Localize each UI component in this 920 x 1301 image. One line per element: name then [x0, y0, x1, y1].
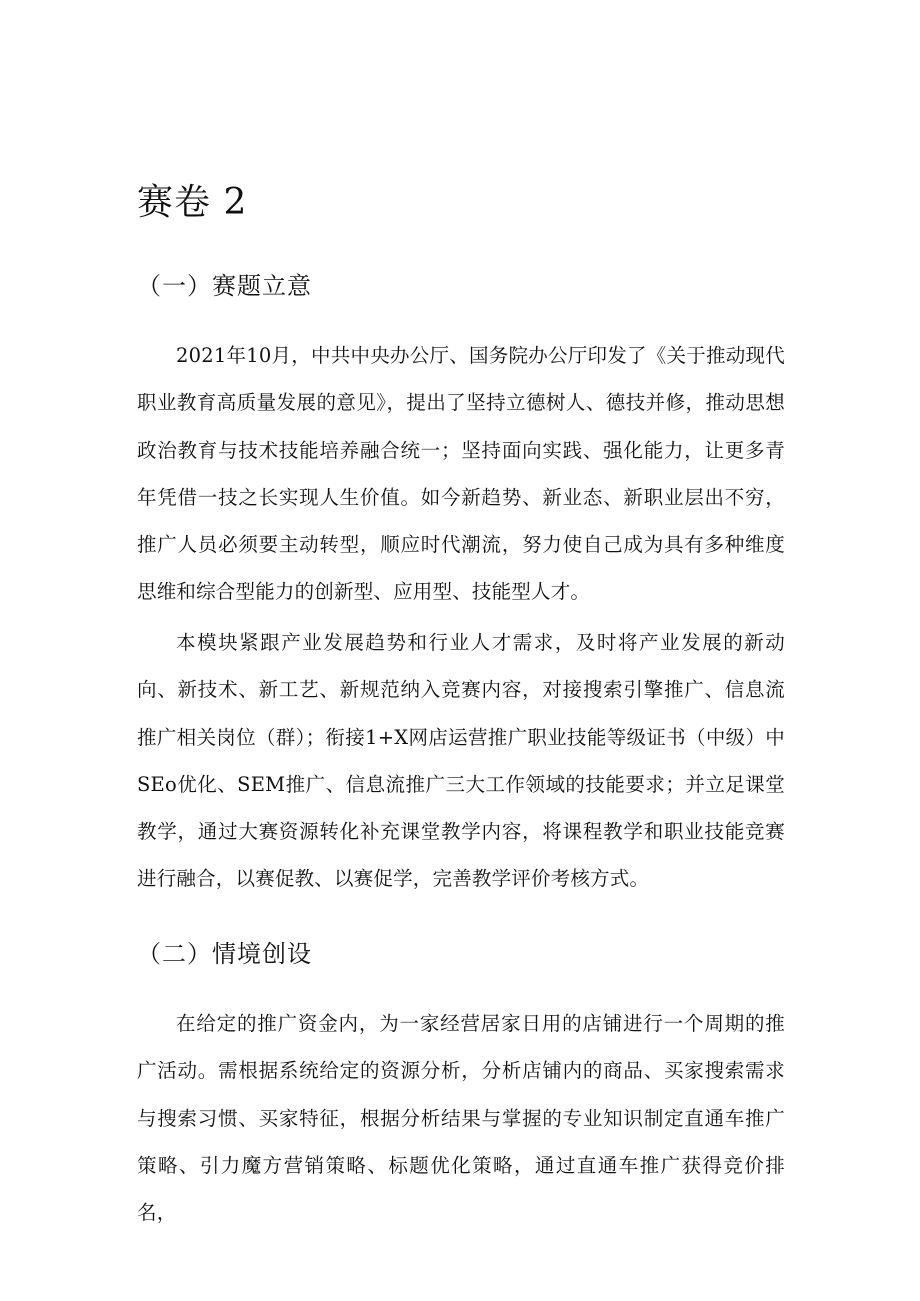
document-title: 赛卷 2: [137, 182, 248, 223]
section-heading-purpose: （一）赛题立意: [137, 272, 312, 300]
section-heading-scenario: （二）情境创设: [137, 940, 312, 968]
paragraph-module-description: 本模块紧跟产业发展趋势和行业人才需求，及时将产业发展的新动向、新技术、新工艺、新规范纳入竞赛内容，对接搜索引擎推广、信息流推广相关岗位（群）；衔接1+X网店运营推广职业技能等级证书（中级）中SEo优化、SEM推广、信息流推广三大工作领域的技能要求；并立足课堂教学，通过大赛资源转化补充课堂教学内容，将课程教学和职业技能竞赛进行融合，以赛促教、以赛促学，完善教学评价考核方式。: [137, 631, 785, 891]
paragraph-scenario: 在给定的推广资金内，为一家经营居家日用的店铺进行一个周期的推广活动。需根据系统给定的资源分析，分析店铺内的商品、买家搜索需求与搜索习惯、买家特征，根据分析结果与掌握的专业知识制定直通车推广策略、引力魔方营销策略、标题优化策略，通过直通车推广获得竞价排名，: [137, 1012, 785, 1225]
paragraph-policy-background: 2021年10月，中共中央办公厅、国务院办公厅印发了《关于推动现代职业教育高质量发展的意见》，提出了坚持立德树人、德技并修，推动思想政治教育与技术技能培养融合统一；坚持面向实践、强化能力，让更多青年凭借一技之长实现人生价值。如今新趋势、新业态、新职业层出不穷，推广人员必须要主动转型，顺应时代潮流，努力使自己成为具有多种维度思维和综合型能力的创新型、应用型、技能型人才。: [137, 344, 785, 604]
